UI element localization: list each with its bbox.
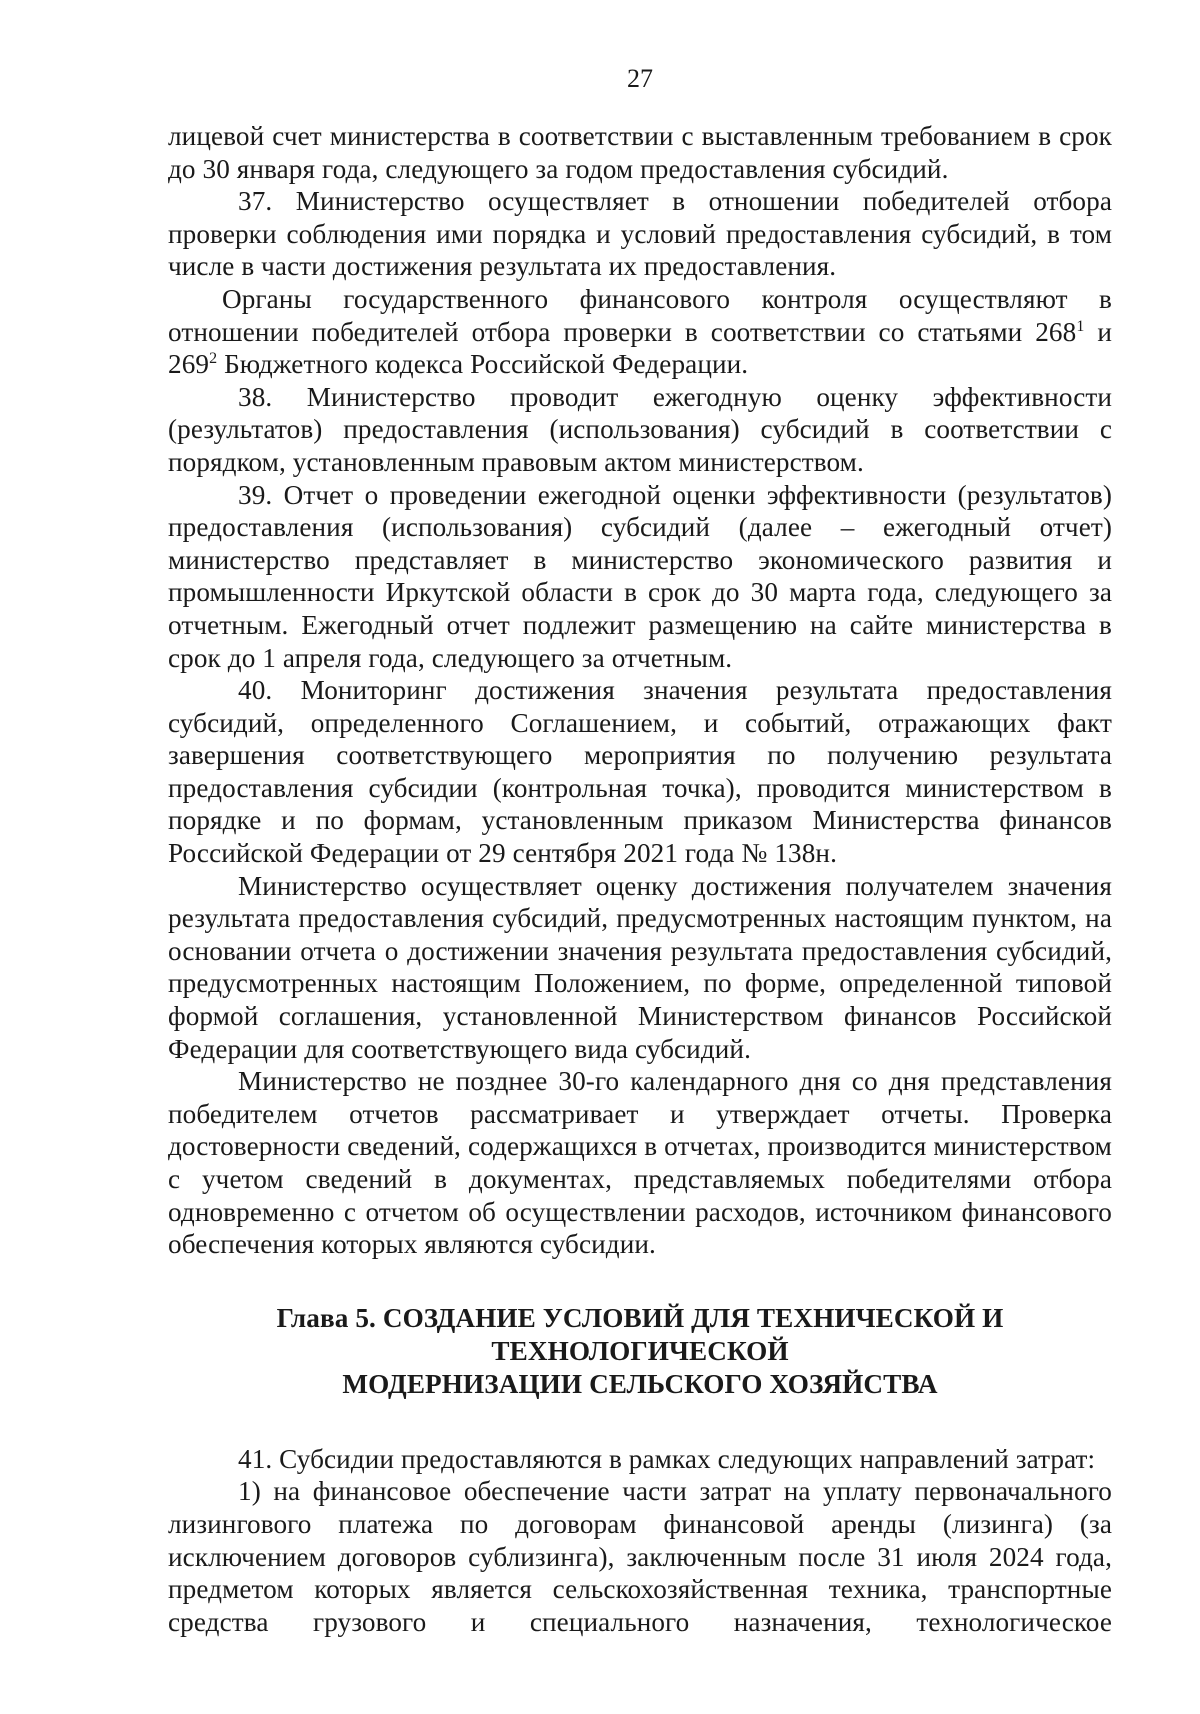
paragraph-37-state-control: [168, 283, 1112, 381]
paragraph-40-monitoring: 40. Мониторинг достижения значения результата предоставления субсидий, определенного Соглашением, и событий, отражающих факт завершения соответствующего мероприятия по получению результата предоставления субсидии (контрольная точка), проводится министерством в порядке и по формам, установленным приказом Министерства финансов Российской Федерации от 29 сентября 2021 года № 138н.: [168, 675, 1112, 869]
superscript-268: 1: [1076, 317, 1085, 335]
chapter-5-heading: [168, 1302, 1112, 1401]
paragraph-continuation: лицевой счет министерства в соответствии с выставленным требованием в срок до 30 января года, следующего за годом предоставления субсидий.: [168, 121, 1112, 184]
chapter-heading-line-1: Глава 5. СОЗДАНИЕ УСЛОВИЙ ДЛЯ ТЕХНИЧЕСКОЙ И: [276, 1302, 1004, 1333]
paragraph-40-report-review: Министерство не позднее 30-го календарного дня со дня представления победителем отчетов рассматривает и утверждает отчеты. Проверка достоверности сведений, содержащихся в отчетах, производится министерством с учетом сведений в документах, представляемых победителями отбора одновременно с отчетом об осуществлении расходов, источником финансового обеспечения которых являются субсидии.: [168, 1066, 1112, 1260]
paragraph-41-directions: 41. Субсидии предоставляются в рамках следующих направлений затрат:: [238, 1443, 1096, 1474]
paragraph-40-result-assessment: Министерство осуществляет оценку достижения получателем значения результата предоставления субсидий, предусмотренных настоящим пунктом, на основании отчета о достижении значения результата предоставления субсидий, предусмотренных настоящим Положением, по форме, определенной типовой формой соглашения, установленной Министерством финансов Российской Федерации для соответствующего вида субсидий.: [168, 870, 1112, 1064]
chapter-heading-line-3: МОДЕРНИЗАЦИИ СЕЛЬСКОГО ХОЗЯЙСТВА: [342, 1368, 938, 1399]
paragraph-37-text-start: Органы государственного финансового контроля осуществляют в отношении победителей отбора проверки в соответствии со статьями 268: [168, 283, 1112, 347]
page-number: 27: [627, 64, 653, 93]
paragraph-39-annual-report: 39. Отчет о проведении ежегодной оценки эффективности (результатов) предоставления (использования) субсидий (далее – ежегодный отчет) министерство представляет в министерство экономического развития и промышленности Иркутской области в срок до 30 марта года, следующего за отчетным. Ежегодный отчет подлежит размещению на сайте министерства в срок до 1 апреля года, следующего за отчетным.: [168, 479, 1112, 673]
paragraph-37-text-end: Бюджетного кодекса Российской Федерации.: [217, 349, 749, 380]
paragraph-38-annual-evaluation: 38. Министерство проводит ежегодную оценку эффективности (результатов) предоставления (использования) субсидий в соответствии с порядком, установленным правовым актом министерством.: [168, 381, 1112, 477]
paragraph-37-checks: 37. Министерство осуществляет в отношении победителей отбора проверки соблюдения ими порядка и условий предоставления субсидий, в том числе в части достижения результата их предоставления.: [168, 186, 1112, 282]
chapter-heading-line-2: ТЕХНОЛОГИЧЕСКОЙ: [491, 1335, 789, 1366]
paragraph-41-item-1-leasing: 1) на финансовое обеспечение части затрат на уплату первоначального лизингового платежа по договорам финансовой аренды (лизинга) (за исключением договоров сублизинга), заключенным после 31 июля 2024 года, предметом которых является сельскохозяйственная техника, транспортные средства грузового и специального назначения, технологическое: [168, 1476, 1112, 1637]
document-body: [168, 120, 1112, 1638]
paragraph-37-text-middle: и 269: [168, 316, 1113, 380]
superscript-269: 2: [209, 350, 218, 368]
